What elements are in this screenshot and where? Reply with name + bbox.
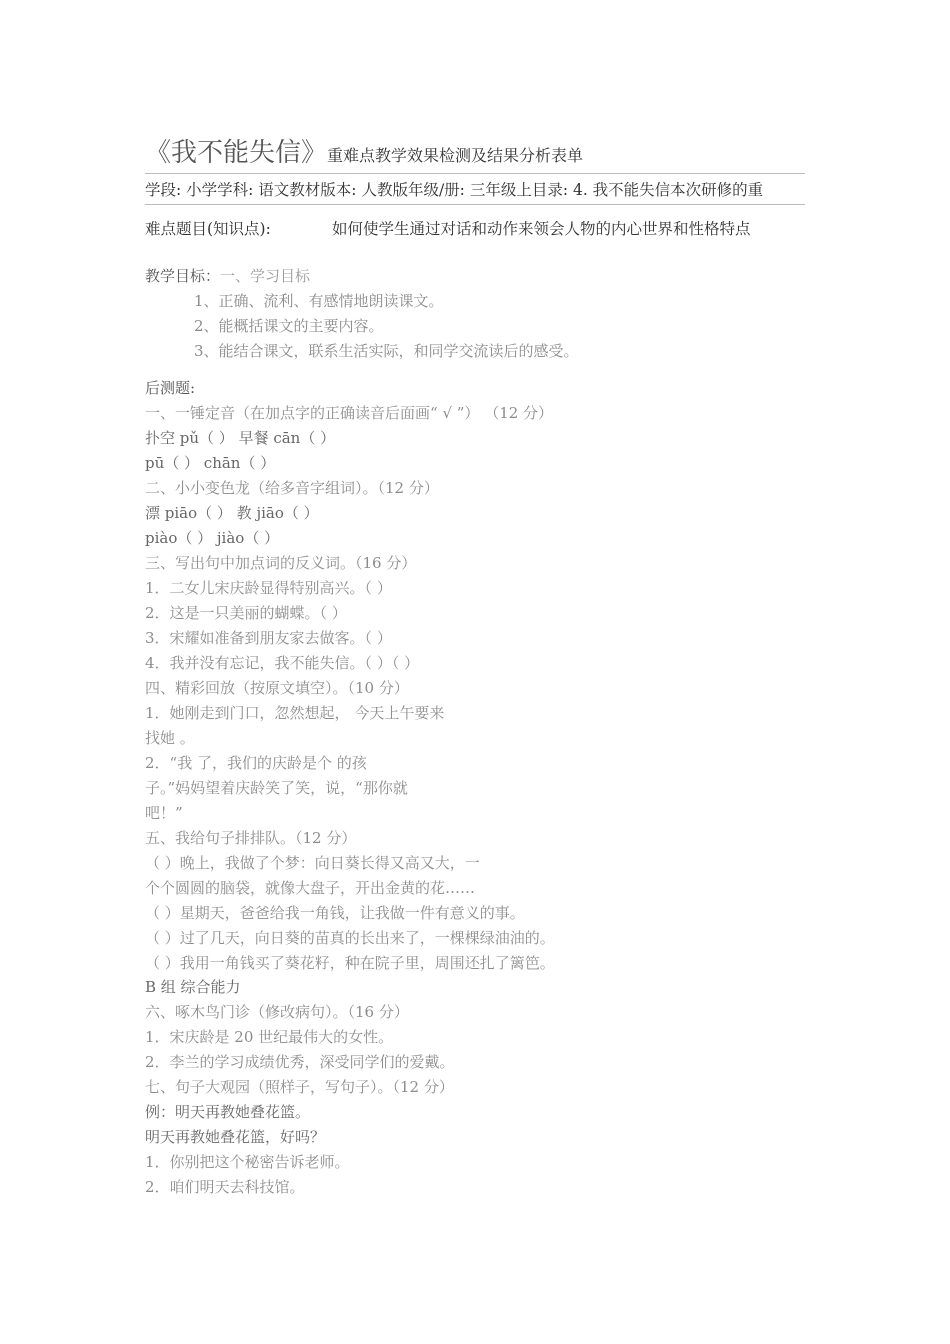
topic-text: 如何使学生通过对话和动作来领会人物的内心世界和性格特点 xyxy=(332,220,751,238)
goals-heading: 一、学习目标 xyxy=(220,267,311,285)
question-line: B 组 综合能力 xyxy=(145,978,241,996)
question-line: piào（ ） jiào（ ） xyxy=(145,529,280,547)
teaching-goals-label xyxy=(145,265,310,286)
goals-key: 教学目标： xyxy=(145,267,221,285)
question-line: 2．“我 了，我们的庆龄是个 的孩 xyxy=(145,754,367,772)
question-line: （ ）晚上，我做了个梦：向日葵长得又高又大，一 xyxy=(145,854,480,872)
question-line: 个个圆圆的脑袋，就像大盘子，开出金黄的花…… xyxy=(145,879,476,897)
question-line: 2．这是一只美丽的蝴蝶。（ ） xyxy=(145,604,347,622)
question-line: （ ）星期天，爸爸给我一角钱，让我做一件有意义的事。 xyxy=(145,904,525,922)
question-line: 1．你别把这个秘密告诉老师。 xyxy=(145,1153,350,1171)
topic-label: 难点题目(知识点): xyxy=(145,220,271,238)
document-title xyxy=(145,132,583,169)
question-line: 1．二女儿宋庆龄显得特别高兴。（ ） xyxy=(145,579,392,597)
question-line: 4．我并没有忘记，我不能失信。（ ）（ ） xyxy=(145,654,420,672)
goal-item: 2、能概括课文的主要内容。 xyxy=(194,317,384,335)
question-line: 3．宋耀如准备到朋友家去做客。（ ） xyxy=(145,629,392,647)
question-line: 二、小小变色龙（给多音字组词）。（12 分） xyxy=(145,479,439,497)
question-line: 漂 piāo（ ） 教 jiāo（ ） xyxy=(145,504,319,522)
meta-line-2 xyxy=(145,217,751,239)
question-line: 五、我给句子排排队。（12 分） xyxy=(145,829,357,847)
question-line: 找她 。 xyxy=(145,729,195,747)
question-line: 吧！” xyxy=(145,804,183,822)
question-line: 明天再教她叠花篮，好吗？ xyxy=(145,1128,326,1146)
title-subtitle: 重难点教学效果检测及结果分析表单 xyxy=(327,146,584,165)
title-divider xyxy=(145,173,805,174)
question-line: 例：明天再教她叠花篮。 xyxy=(145,1103,311,1121)
meta-divider xyxy=(145,204,805,205)
question-line: 1．宋庆龄是 20 世纪最伟大的女性。 xyxy=(145,1028,394,1046)
goal-item: 1、正确、流利、有感情地朗读课文。 xyxy=(194,292,444,310)
question-line: 2．李兰的学习成绩优秀，深受同学们的爱戴。 xyxy=(145,1053,455,1071)
question-line: 四、精彩回放（按原文填空）。（10 分） xyxy=(145,679,409,697)
question-line: 一、一锤定音（在加点字的正确读音后面画“ √ ”） （12 分） xyxy=(145,404,554,422)
question-line: 六、啄木鸟门诊（修改病句）。（16 分） xyxy=(145,1003,409,1021)
question-line: 子。”妈妈望着庆龄笑了笑，说，“那你就 xyxy=(145,779,408,797)
goal-item: 3、能结合课文，联系生活实际，和同学交流读后的感受。 xyxy=(194,342,579,360)
question-line: 七、句子大观园（照样子，写句子）。（12 分） xyxy=(145,1078,454,1096)
question-line: 1．她刚走到门口，忽然想起， 今天上午要来 xyxy=(145,704,445,722)
posttest-label: 后测题: xyxy=(145,379,196,397)
question-line: （ ）我用一角钱买了葵花籽，种在院子里，周围还扎了篱笆。 xyxy=(145,954,555,972)
meta-line-1: 学段: 小学学科: 语文教材版本: 人教版年级/册: 三年级上目录: 4. 我不能失信本次研修的重 xyxy=(145,181,764,199)
question-line: （ ）过了几天，向日葵的苗真的长出来了，一棵棵绿油油的。 xyxy=(145,929,555,947)
question-line: 2．咱们明天去科技馆。 xyxy=(145,1178,305,1196)
question-line: pū（ ） chān（ ） xyxy=(145,454,276,472)
title-main: 《我不能失信》 xyxy=(145,138,328,168)
question-line: 三、写出句中加点词的反义词。（16 分） xyxy=(145,554,417,572)
question-line: 扑空 pǔ（ ） 早餐 cān（ ） xyxy=(145,429,336,447)
